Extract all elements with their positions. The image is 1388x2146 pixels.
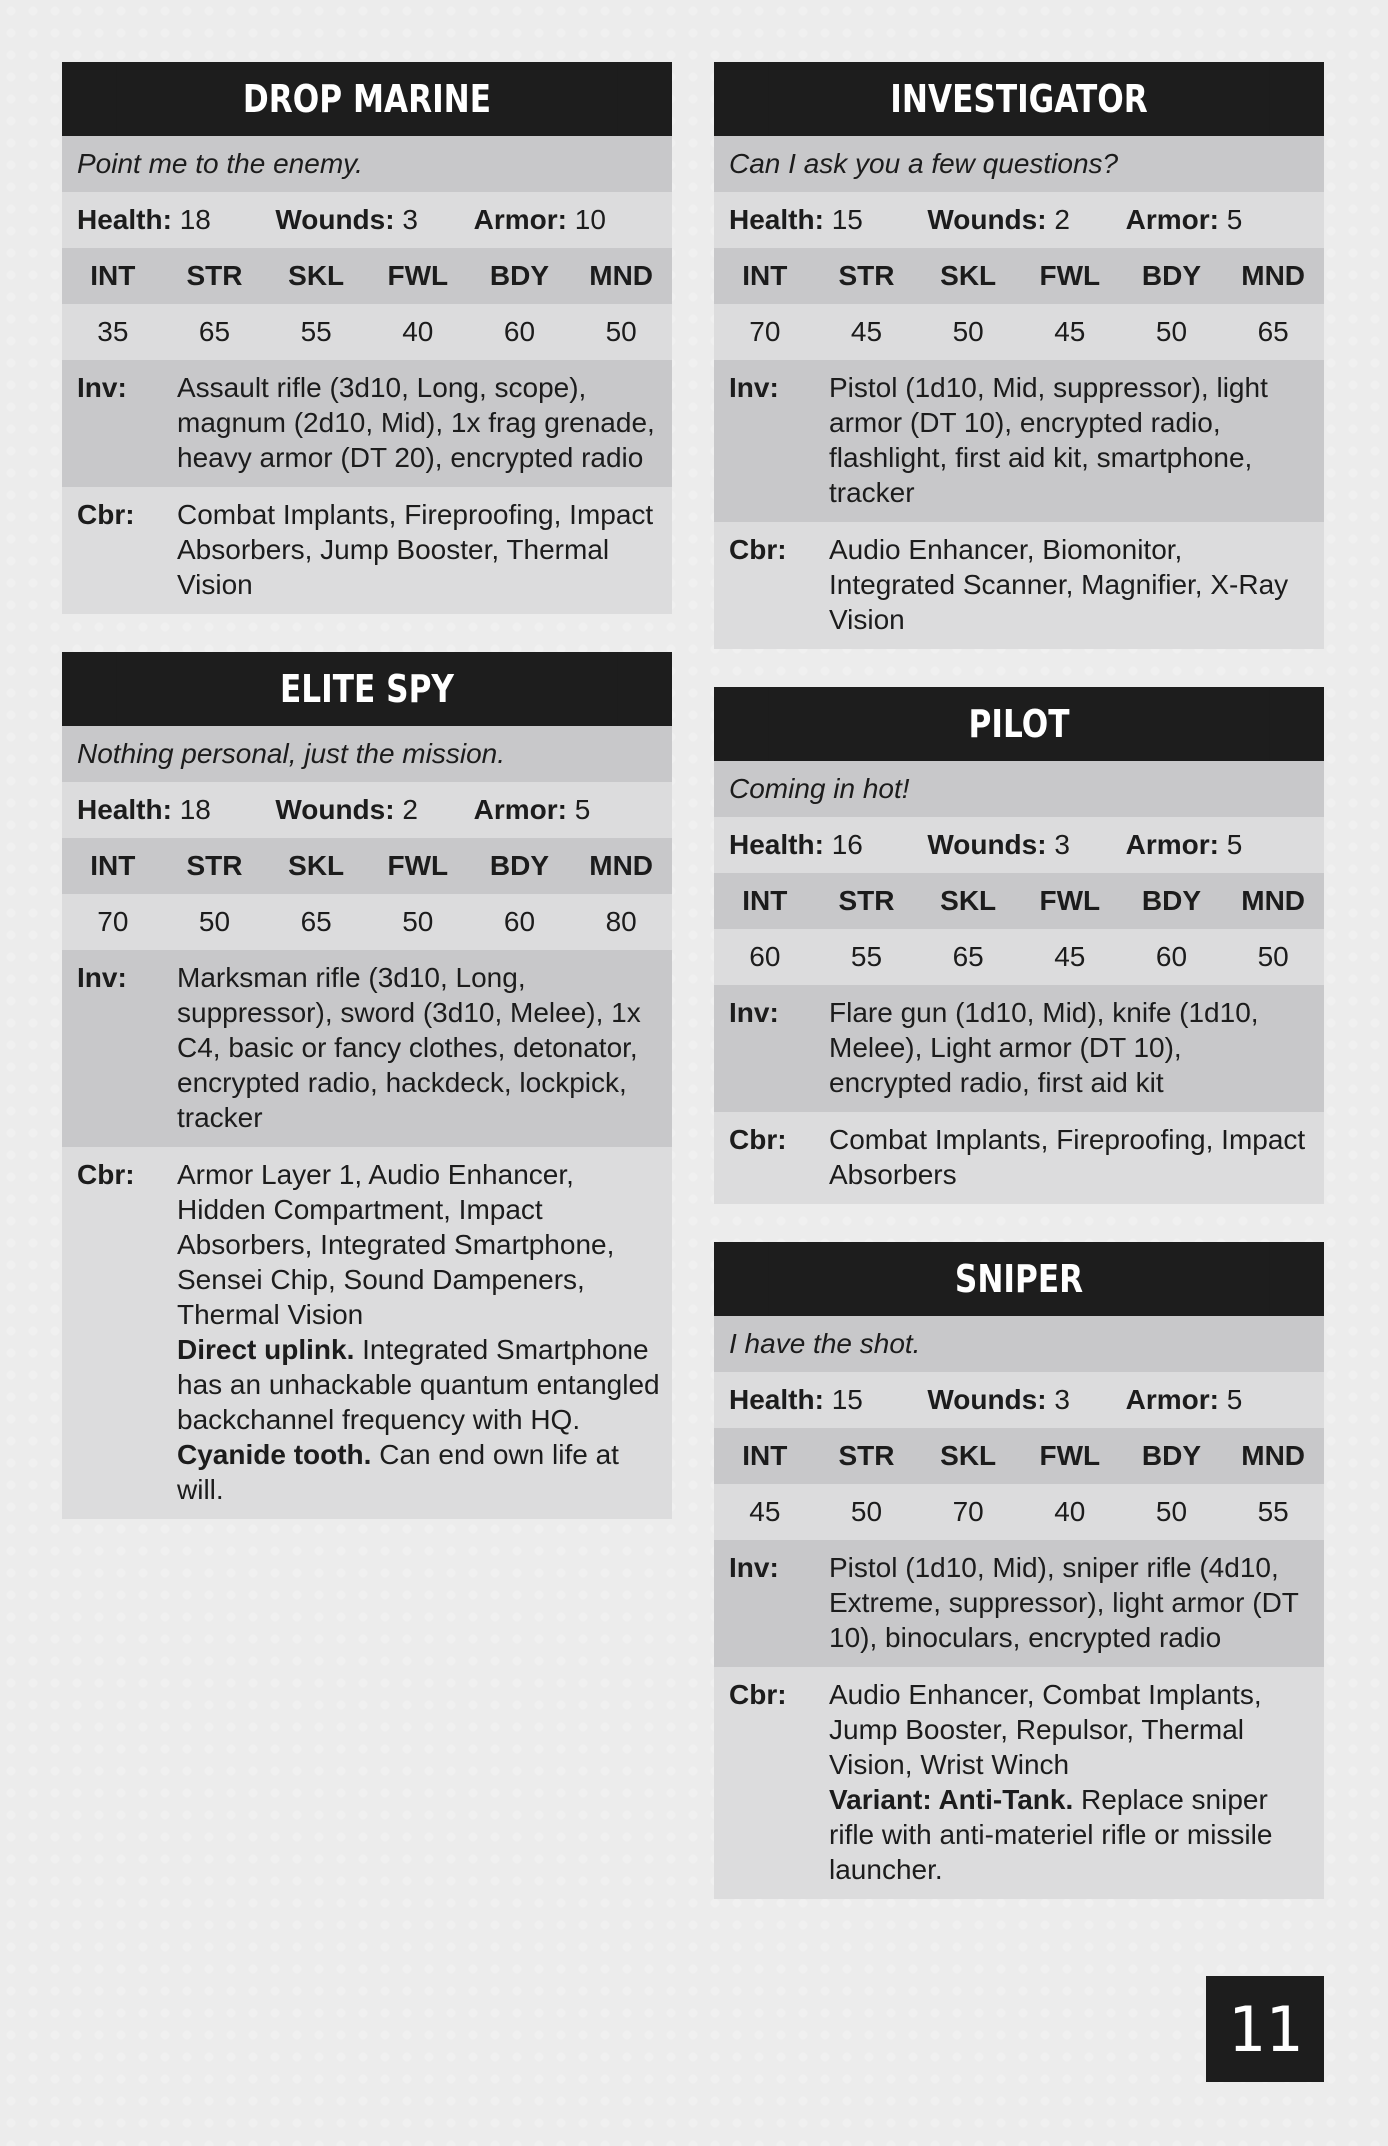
- attribute-value: 40: [1054, 1496, 1086, 1527]
- card-quote: I have the shot.: [714, 1316, 1324, 1372]
- cyberware-note: [177, 1332, 660, 1437]
- armor-stat: [474, 192, 672, 248]
- health-stat: [729, 817, 927, 873]
- attribute-header: INT: [742, 1440, 788, 1471]
- card-title: INVESTIGATOR: [769, 62, 1269, 136]
- attribute-value: 55: [1257, 1496, 1289, 1527]
- attribute-header: FWL: [387, 260, 449, 291]
- attribute-header: MND: [589, 850, 654, 881]
- left-column: [62, 62, 672, 1557]
- cyberware-text: Combat Implants, Fireproofing, Impact Absorbers, Jump Booster, Thermal Vision: [177, 499, 654, 600]
- cyberware-block: [177, 1157, 660, 1507]
- card-title: SNIPER: [769, 1242, 1269, 1316]
- health-stat: [729, 1372, 927, 1428]
- wounds-stat-label: Wounds:: [275, 204, 395, 235]
- attribute-header: FWL: [1039, 885, 1101, 916]
- attribute-values: [714, 304, 1324, 360]
- wounds-stat-value: 2: [402, 794, 418, 825]
- health-stat-label: Health:: [729, 204, 824, 235]
- inventory-label: Inv:: [729, 1552, 779, 1583]
- cyberware-row: [714, 1667, 1324, 1899]
- attribute-header: STR: [186, 850, 243, 881]
- wounds-stat-value: 3: [1054, 1384, 1070, 1415]
- attribute-header: FWL: [1039, 260, 1101, 291]
- attribute-headers: [714, 248, 1324, 304]
- attribute-value: 65: [952, 941, 984, 972]
- health-stat: [77, 192, 275, 248]
- attribute-header: STR: [838, 260, 895, 291]
- attribute-value: 50: [1257, 941, 1289, 972]
- health-stat-value: 16: [831, 829, 863, 860]
- attribute-value: 45: [749, 1496, 781, 1527]
- cyberware-label: Cbr:: [729, 1679, 787, 1710]
- card-header: [62, 652, 672, 726]
- card-quote: Point me to the enemy.: [62, 136, 672, 192]
- armor-stat-label: Armor:: [1125, 204, 1219, 235]
- attribute-header: STR: [838, 1440, 895, 1471]
- card-header: [714, 687, 1324, 761]
- wounds-stat-label: Wounds:: [275, 794, 395, 825]
- cyberware-block: [829, 532, 1312, 637]
- cyberware-row: [62, 487, 672, 614]
- inventory-row: [714, 1540, 1324, 1667]
- cyberware-label: Cbr:: [729, 534, 787, 565]
- cyberware-label: Cbr:: [729, 1124, 787, 1155]
- armor-stat-value: 5: [1226, 829, 1243, 860]
- cyberware-row: [62, 1147, 672, 1519]
- armor-stat-label: Armor:: [1125, 1384, 1219, 1415]
- stat-card-pilot: [714, 687, 1324, 1204]
- attribute-value: 50: [1155, 316, 1188, 347]
- armor-stat-value: 5: [574, 794, 591, 825]
- armor-stat-label: Armor:: [473, 794, 567, 825]
- note-text: Integrated Smartphone has an unhackable quantum entangled backchannel frequency with HQ.: [177, 1334, 660, 1435]
- cyberware-block: [177, 497, 660, 602]
- attribute-header: INT: [742, 260, 788, 291]
- wounds-stat-value: 2: [1054, 204, 1070, 235]
- attribute-header: SKL: [288, 260, 345, 291]
- wounds-stat-value: 3: [402, 204, 418, 235]
- attribute-value: 50: [952, 316, 984, 347]
- attribute-value: 60: [503, 906, 536, 937]
- health-stat: [729, 192, 927, 248]
- stat-card-elite-spy: [62, 652, 672, 1519]
- inventory-text: Assault rifle (3d10, Long, scope), magnum (2d10, Mid), 1x frag grenade, heavy armor (DT 20), encrypted radio: [177, 372, 655, 473]
- wounds-stat: [927, 817, 1125, 873]
- card-quote: Nothing personal, just the mission.: [62, 726, 672, 782]
- attribute-values: [714, 929, 1324, 985]
- stats-line: [714, 1372, 1324, 1428]
- attribute-header: SKL: [940, 1440, 997, 1471]
- inventory-row: [714, 360, 1324, 522]
- attribute-values: [62, 304, 672, 360]
- inventory-label: Inv:: [77, 372, 127, 403]
- attribute-value: 70: [97, 906, 129, 937]
- inventory-text: Pistol (1d10, Mid, suppressor), light armor (DT 10), encrypted radio, flashlight, first aid kit, smartphone, tracker: [829, 372, 1268, 508]
- attribute-value: 60: [749, 941, 781, 972]
- attribute-value: 65: [198, 316, 231, 347]
- attribute-value: 55: [300, 316, 332, 347]
- page-number: 11: [1206, 1976, 1324, 2082]
- attribute-header: INT: [90, 850, 136, 881]
- wounds-stat-label: Wounds:: [927, 1384, 1047, 1415]
- health-stat-value: 15: [831, 204, 863, 235]
- cyberware-row: [714, 1112, 1324, 1204]
- attribute-header: BDY: [489, 850, 550, 881]
- attribute-value: 35: [97, 316, 129, 347]
- inventory-label: Inv:: [729, 372, 779, 403]
- stat-card-investigator: [714, 62, 1324, 649]
- attribute-header: MND: [589, 260, 654, 291]
- inventory-row: [62, 360, 672, 487]
- attribute-headers: [62, 248, 672, 304]
- wounds-stat: [927, 192, 1125, 248]
- health-stat-label: Health:: [729, 829, 824, 860]
- cyberware-note: [177, 1437, 660, 1507]
- attribute-value: 70: [749, 316, 781, 347]
- armor-stat-value: 5: [1226, 204, 1243, 235]
- inventory-text: Flare gun (1d10, Mid), knife (1d10, Melee), Light armor (DT 10), encrypted radio, first aid kit: [829, 997, 1259, 1098]
- note-text: Can end own life at will.: [177, 1439, 619, 1505]
- stats-line: [714, 192, 1324, 248]
- wounds-stat-label: Wounds:: [927, 204, 1047, 235]
- note-title: Variant: Anti-Tank.: [829, 1784, 1074, 1815]
- card-quote: Can I ask you a few questions?: [714, 136, 1324, 192]
- attribute-header: FWL: [1039, 1440, 1101, 1471]
- attribute-header: SKL: [940, 885, 997, 916]
- cyberware-text: Combat Implants, Fireproofing, Impact Absorbers: [829, 1124, 1306, 1190]
- stats-line: [62, 782, 672, 838]
- armor-stat-value: 10: [574, 204, 606, 235]
- card-header: [714, 62, 1324, 136]
- armor-stat: [1126, 1372, 1324, 1428]
- attribute-header: FWL: [387, 850, 449, 881]
- attribute-value: 65: [1257, 316, 1289, 347]
- attribute-value: 40: [402, 316, 434, 347]
- attribute-header: SKL: [288, 850, 345, 881]
- note-text: Replace sniper rifle with anti-materiel rifle or missile launcher.: [829, 1784, 1273, 1885]
- attribute-value: 70: [952, 1496, 984, 1527]
- wounds-stat-value: 3: [1054, 829, 1070, 860]
- attribute-values: [714, 1484, 1324, 1540]
- inventory-label: Inv:: [729, 997, 779, 1028]
- attribute-header: INT: [90, 260, 136, 291]
- health-stat-label: Health:: [77, 794, 172, 825]
- card-title: ELITE SPY: [117, 652, 617, 726]
- cyberware-block: [829, 1122, 1312, 1192]
- attribute-values: [62, 894, 672, 950]
- card-title: PILOT: [769, 687, 1269, 761]
- health-stat-label: Health:: [77, 204, 172, 235]
- inventory-row: [62, 950, 672, 1147]
- attribute-header: SKL: [940, 260, 997, 291]
- cyberware-text: Armor Layer 1, Audio Enhancer, Hidden Compartment, Impact Absorbers, Integrated Smartphone, Sensei Chip, Sound Dampeners, Thermal Vision: [177, 1159, 615, 1330]
- armor-stat: [1126, 192, 1324, 248]
- card-quote: Coming in hot!: [714, 761, 1324, 817]
- armor-stat-label: Armor:: [1125, 829, 1219, 860]
- attribute-header: MND: [1241, 1440, 1306, 1471]
- attribute-value: 45: [1054, 316, 1086, 347]
- note-title: Direct uplink.: [177, 1334, 355, 1365]
- attribute-value: 50: [402, 906, 434, 937]
- note-title: Cyanide tooth.: [177, 1439, 372, 1470]
- armor-stat-label: Armor:: [473, 204, 567, 235]
- attribute-value: 60: [1155, 941, 1188, 972]
- cyberware-text: Audio Enhancer, Biomonitor, Integrated Scanner, Magnifier, X-Ray Vision: [829, 534, 1289, 635]
- attribute-headers: [62, 838, 672, 894]
- card-header: [62, 62, 672, 136]
- inventory-text: Marksman rifle (3d10, Long, suppressor), sword (3d10, Melee), 1x C4, basic or fancy clothes, detonator, encrypted radio, hackdeck, lockpick, tracker: [177, 962, 641, 1133]
- wounds-stat: [275, 782, 473, 838]
- attribute-value: 55: [850, 941, 883, 972]
- inventory-row: [714, 985, 1324, 1112]
- cyberware-text: Audio Enhancer, Combat Implants, Jump Booster, Repulsor, Thermal Vision, Wrist Winch: [829, 1679, 1262, 1780]
- attribute-value: 50: [1155, 1496, 1188, 1527]
- attribute-value: 65: [300, 906, 332, 937]
- attribute-value: 80: [605, 906, 637, 937]
- cyberware-note: [829, 1782, 1312, 1887]
- attribute-value: 45: [850, 316, 883, 347]
- attribute-header: INT: [742, 885, 788, 916]
- stats-line: [62, 192, 672, 248]
- attribute-value: 50: [605, 316, 637, 347]
- cyberware-row: [714, 522, 1324, 649]
- card-header: [714, 1242, 1324, 1316]
- attribute-headers: [714, 873, 1324, 929]
- stat-card-drop-marine: [62, 62, 672, 614]
- armor-stat-value: 5: [1226, 1384, 1243, 1415]
- cyberware-block: [829, 1677, 1312, 1887]
- health-stat-value: 15: [831, 1384, 863, 1415]
- attribute-header: MND: [1241, 885, 1306, 916]
- health-stat-label: Health:: [729, 1384, 824, 1415]
- attribute-header: BDY: [1141, 885, 1202, 916]
- attribute-value: 50: [198, 906, 231, 937]
- attribute-headers: [714, 1428, 1324, 1484]
- attribute-header: STR: [838, 885, 895, 916]
- card-title: DROP MARINE: [117, 62, 617, 136]
- inventory-label: Inv:: [77, 962, 127, 993]
- wounds-stat: [927, 1372, 1125, 1428]
- attribute-value: 60: [503, 316, 536, 347]
- attribute-header: BDY: [1141, 260, 1202, 291]
- stats-line: [714, 817, 1324, 873]
- armor-stat: [474, 782, 672, 838]
- stat-card-sniper: [714, 1242, 1324, 1899]
- attribute-header: BDY: [1141, 1440, 1202, 1471]
- attribute-header: BDY: [489, 260, 550, 291]
- wounds-stat-label: Wounds:: [927, 829, 1047, 860]
- cyberware-label: Cbr:: [77, 499, 135, 530]
- wounds-stat: [275, 192, 473, 248]
- health-stat-value: 18: [179, 794, 211, 825]
- inventory-text: Pistol (1d10, Mid), sniper rifle (4d10, Extreme, suppressor), light armor (DT 10), binoculars, encrypted radio: [829, 1552, 1299, 1653]
- health-stat: [77, 782, 275, 838]
- attribute-header: STR: [186, 260, 243, 291]
- armor-stat: [1126, 817, 1324, 873]
- attribute-header: MND: [1241, 260, 1306, 291]
- health-stat-value: 18: [179, 204, 211, 235]
- cyberware-label: Cbr:: [77, 1159, 135, 1190]
- attribute-value: 45: [1054, 941, 1086, 972]
- right-column: [714, 62, 1324, 1937]
- attribute-value: 50: [850, 1496, 883, 1527]
